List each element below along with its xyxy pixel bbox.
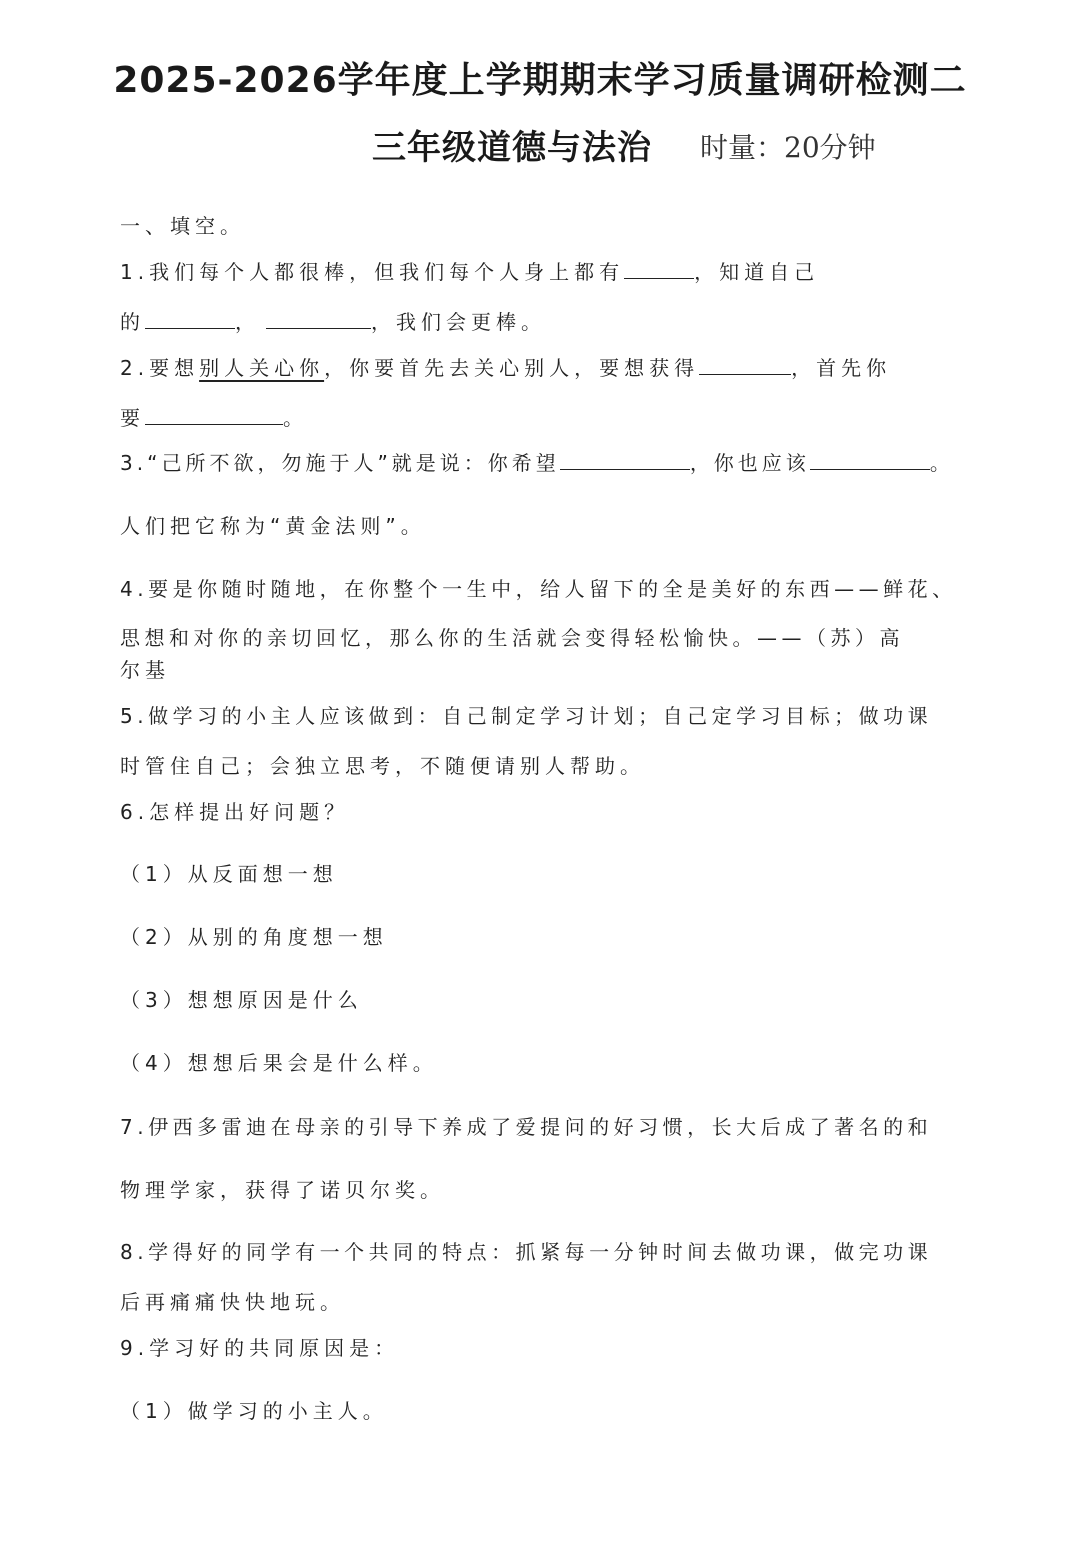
question-9-line-1: 9.学习好的共同原因是： [120, 1336, 400, 1360]
question-3-line-2: 人们把它称为“黄金法则”。 [120, 514, 426, 538]
q2-underlined-text: 别人关心你 [199, 356, 325, 380]
q1-text-b: ，知道自己 [694, 260, 820, 284]
q1-text-e: ，我们会更棒。 [371, 310, 546, 334]
question-7-line-2: 物理学家，获得了诺贝尔奖。 [120, 1178, 445, 1202]
question-6-item-1: （1）从反面想一想 [120, 862, 338, 886]
answer-blank[interactable] [699, 354, 791, 375]
time-limit: 时量：20分钟 [700, 131, 876, 164]
exam-subtitle: 三年级道德与法治 [372, 128, 652, 168]
question-4-line-1: 4.要是你随时随地，在你整个一生中，给人留下的全是美好的东西——鲜花、 [120, 577, 957, 601]
question-9-item-1: （1）做学习的小主人。 [120, 1399, 388, 1423]
q2-text-e: 。 [283, 406, 308, 430]
q3-text-b: ，你也应该 [689, 451, 810, 475]
q3-text-c: 。 [929, 451, 954, 475]
question-8-line-2: 后再痛痛快快地玩。 [120, 1290, 345, 1314]
question-5-line-2: 时管住自己；会独立思考，不随便请别人帮助。 [120, 754, 645, 778]
q2-text-c: ，首先你 [791, 356, 892, 380]
q1-text-d: ， [235, 310, 260, 334]
answer-blank[interactable] [810, 449, 930, 470]
answer-blank[interactable] [624, 258, 694, 279]
question-7-line-1: 7.伊西多雷迪在母亲的引导下养成了爱提问的好习惯，长大后成了著名的和 [120, 1115, 933, 1139]
question-6-line-1: 6.怎样提出好问题？ [120, 800, 350, 824]
q1-text-c: 的 [120, 310, 145, 334]
question-1-line-1 [120, 256, 819, 285]
question-3-line-1 [120, 447, 954, 476]
question-4-line-2: 思想和对你的亲切回忆，那么你的生活就会变得轻松愉快。——（苏）高 [120, 626, 904, 650]
question-2-line-1 [120, 352, 891, 381]
answer-blank[interactable] [266, 308, 371, 329]
q3-text-a: 3.“己所不欲，勿施于人”就是说：你希望 [120, 451, 560, 475]
question-6-item-4: （4）想想后果会是什么样。 [120, 1051, 438, 1075]
question-4-line-3: 尔基 [120, 658, 170, 682]
question-1-line-2 [120, 306, 546, 335]
question-2-line-2 [120, 402, 308, 431]
q2-text-a: 2.要想 [120, 356, 200, 380]
question-6-item-2: （2）从别的角度想一想 [120, 925, 388, 949]
exam-title: 2025-2026学年度上学期期末学习质量调研检测二 [113, 60, 967, 101]
question-6-item-3: （3）想想原因是什么 [120, 988, 363, 1012]
q1-text-a: 1.我们每个人都很棒，但我们每个人身上都有 [120, 260, 625, 284]
q2-text-b: ，你要首先去关心别人，要想获得 [324, 356, 700, 380]
question-8-line-1: 8.学得好的同学有一个共同的特点：抓紧每一分钟时间去做功课，做完功课 [120, 1240, 933, 1264]
question-5-line-1: 5.做学习的小主人应该做到：自己制定学习计划；自己定学习目标；做功课 [120, 704, 933, 728]
answer-blank[interactable] [145, 404, 283, 425]
answer-blank[interactable] [145, 308, 235, 329]
section-heading: 一、填空。 [120, 214, 245, 238]
answer-blank[interactable] [560, 449, 690, 470]
q2-text-d: 要 [120, 406, 145, 430]
